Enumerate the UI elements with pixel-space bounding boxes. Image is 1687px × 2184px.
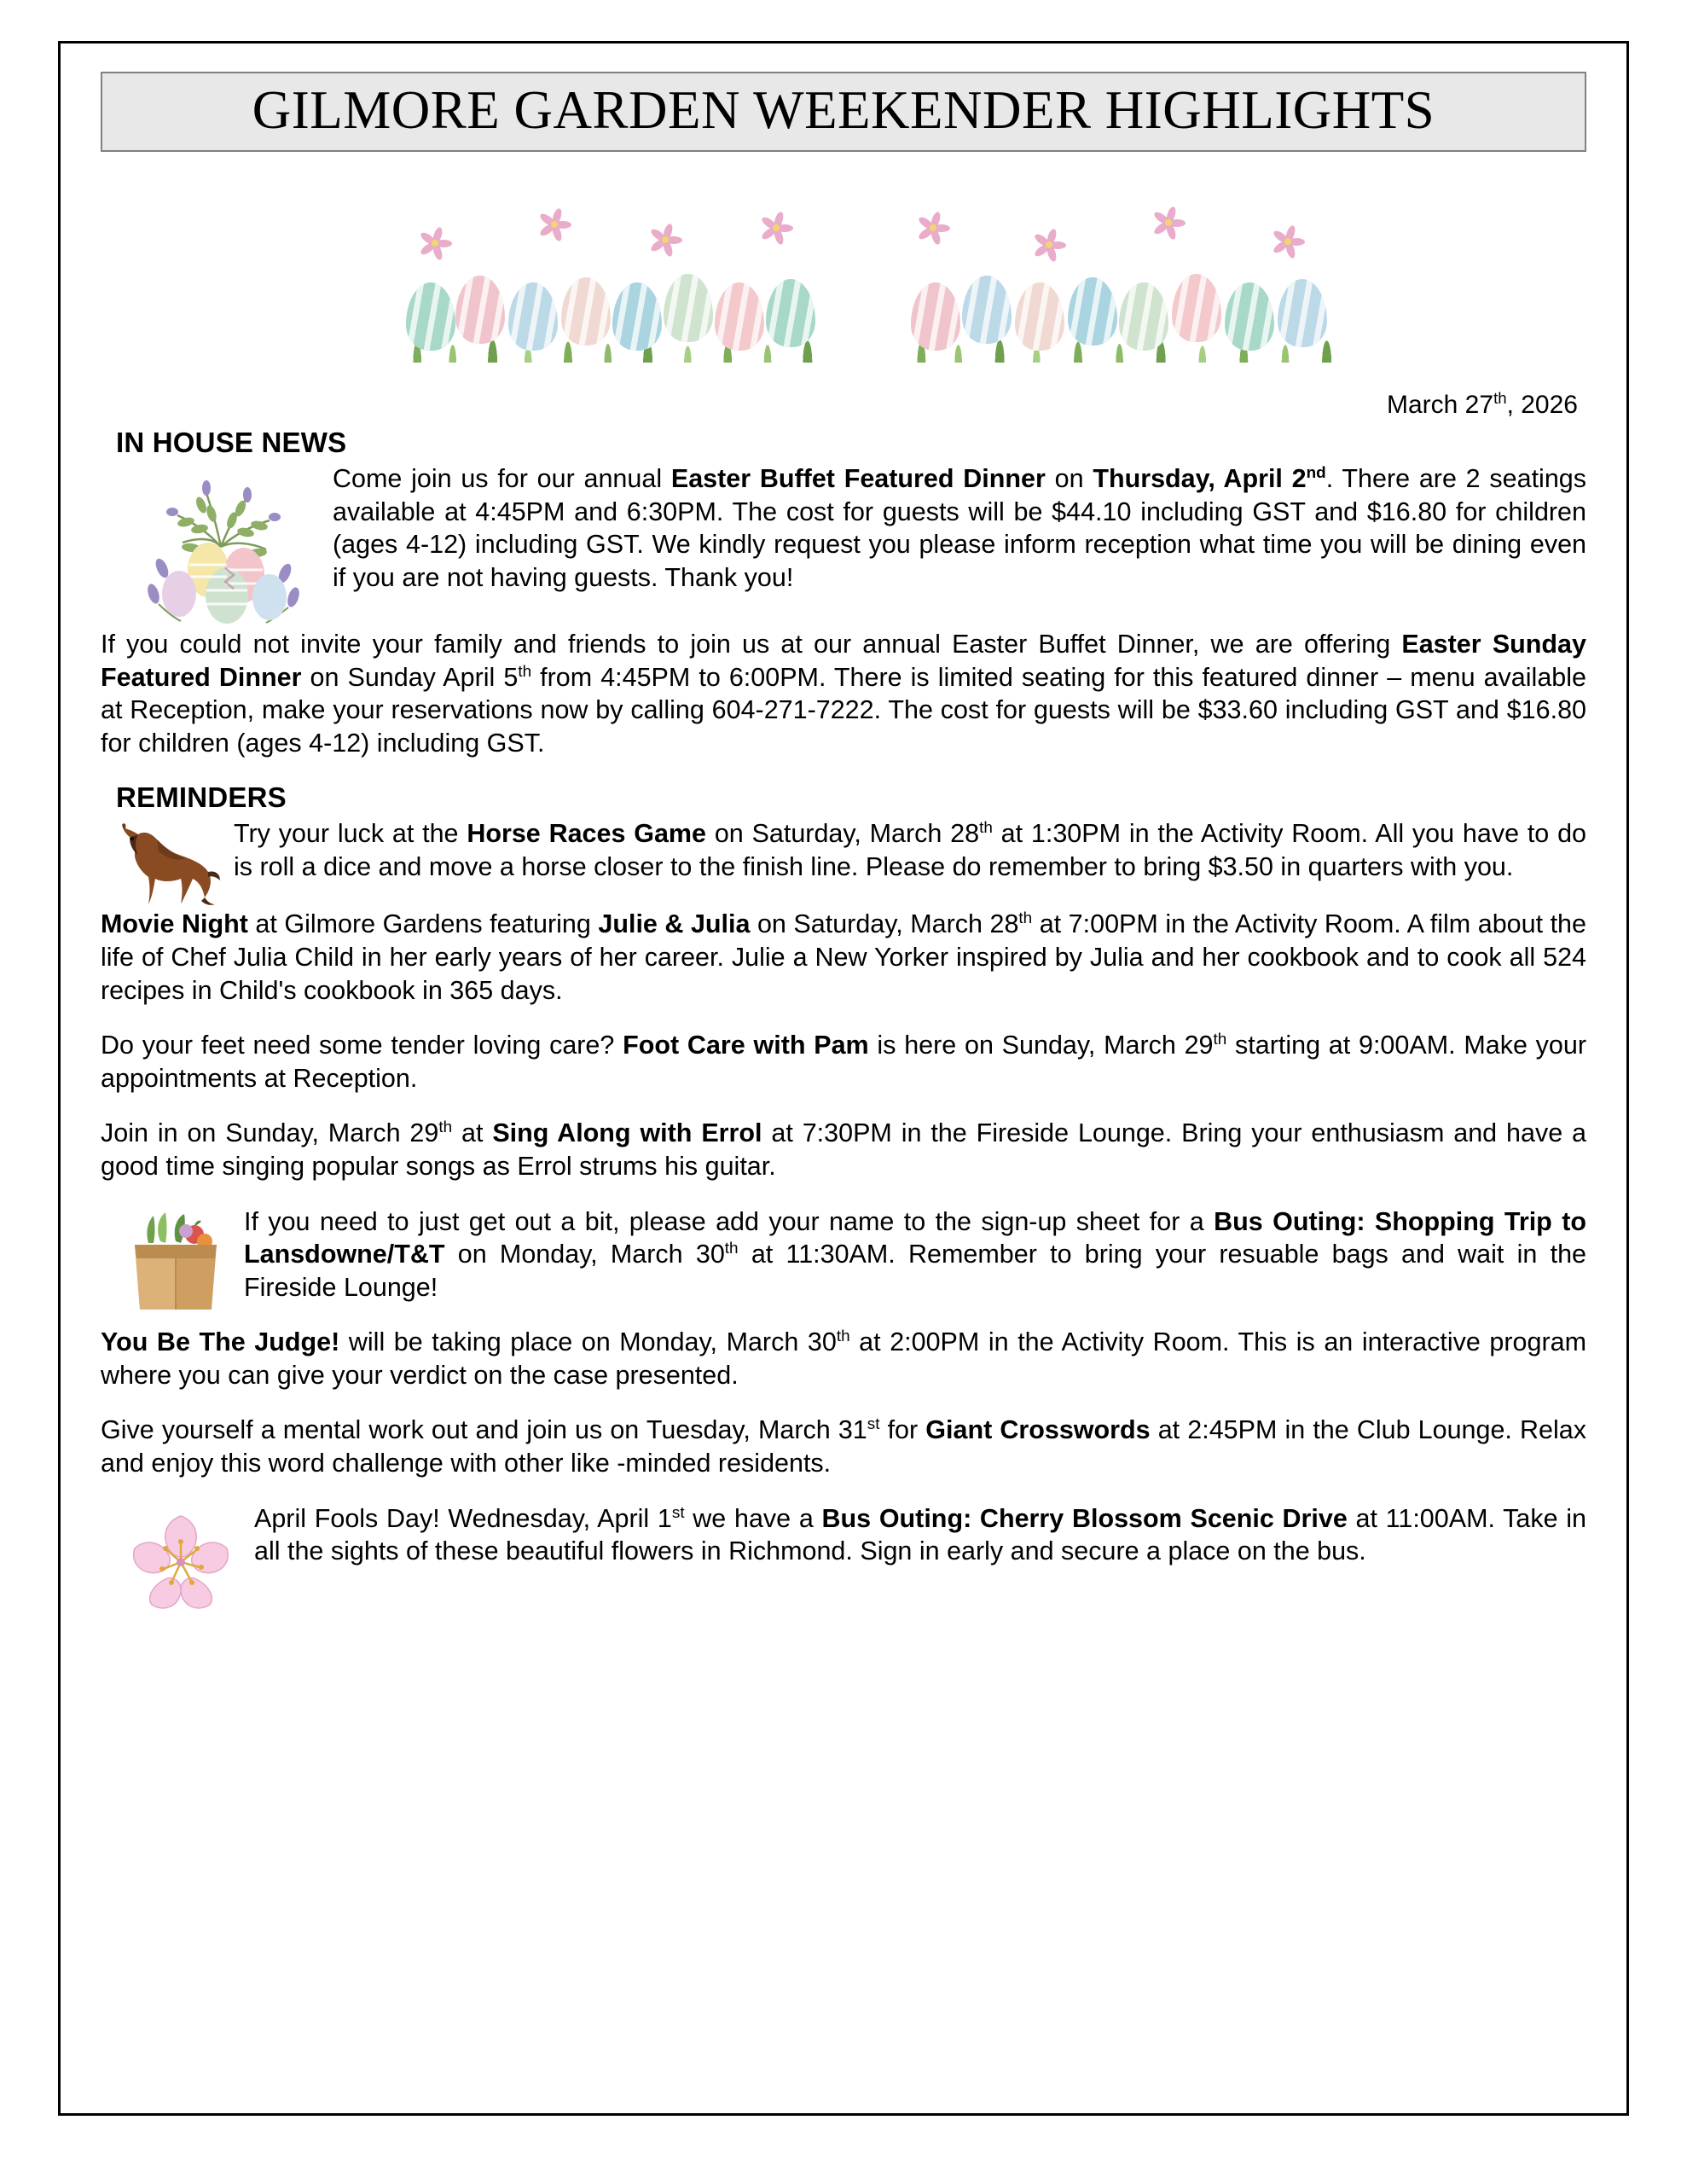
text-run: at 11:30AM. Remember to bring your resuable bags and wait in the Fireside Lounge!	[244, 1240, 1586, 1302]
heading-reminders: REMINDERS	[116, 781, 287, 814]
text-run: April Fools Day! Wednesday, April 1	[254, 1503, 672, 1533]
paragraph-you-be-the-judge	[101, 1326, 1586, 1391]
cherry-blossom-icon	[125, 1506, 237, 1618]
text-bold: Horse Races Game	[467, 819, 707, 849]
document-date	[101, 388, 1578, 421]
text-run: at 1:30PM in the Activity Room. All you have to do is roll a dice and move a horse closer to the finish line. Please do remember to bring $3.50 in quarters with you.	[234, 819, 1586, 882]
text-bold: Easter Sunday Featured Dinner	[101, 630, 1586, 692]
text-bold: Bus Outing: Shopping Trip to Lansdowne/T&T	[244, 1206, 1586, 1269]
text-sup: th	[1213, 1031, 1227, 1049]
text-run: Come join us for our annual	[333, 464, 671, 494]
easter-eggs-banner-icon	[101, 171, 1586, 363]
text-sup: th	[979, 819, 993, 838]
text-sup: st	[671, 1503, 685, 1522]
text-bold: You Be The Judge!	[101, 1327, 340, 1357]
text-run: on Sunday April 5	[301, 662, 519, 692]
text-run: at 7:30PM in the Fireside Lounge. Bring your enthusiasm and have a good time singing popular songs as Errol strums his guitar.	[101, 1118, 1587, 1181]
text-run: will be taking place on Monday, March 30	[339, 1327, 837, 1357]
text-run: for	[879, 1415, 926, 1445]
date-year: , 2026	[1506, 391, 1578, 420]
paragraph-easter-sunday	[101, 628, 1586, 759]
horse-races-block	[101, 817, 1586, 908]
easter-bouquet-icon	[123, 466, 319, 628]
page-title: GILMORE GARDEN WEEKENDER HIGHLIGHTS	[252, 80, 1435, 140]
text-run: at 2:00PM in the Activity Room. This is an interactive program where you can give your verdict on the case presented.	[101, 1327, 1586, 1390]
grocery-bag-icon	[126, 1209, 225, 1313]
text-run: Thursday, April 2	[1093, 464, 1307, 494]
text-sup: th	[1018, 909, 1033, 928]
text-sup: th	[438, 1118, 453, 1137]
text-run: starting at 9:00AM. Make your appointments at Reception.	[101, 1031, 1586, 1093]
heading-in-house-news: IN HOUSE NEWS	[116, 427, 347, 459]
paragraph-horse-races	[101, 817, 1586, 883]
text-sup: st	[867, 1415, 880, 1434]
text-sup: nd	[1306, 463, 1326, 482]
paragraph-sing-along	[101, 1117, 1586, 1182]
document-title-banner	[101, 72, 1586, 152]
text-run: If you could not invite your family and friends to join us at our annual Easter Buffet Dinner, we are offering	[101, 630, 1402, 659]
text-bold	[1093, 464, 1325, 493]
egg-cluster-right	[894, 200, 1354, 363]
text-run: we have a	[684, 1503, 822, 1533]
text-run: is here on Sunday, March 29	[868, 1031, 1214, 1060]
text-run: at Gilmore Gardens featuring	[247, 909, 599, 939]
text-run: If you need to just get out a bit, please add your name to the sign-up sheet for a	[244, 1206, 1215, 1236]
document-content	[101, 48, 1586, 1618]
bus-outing-shopping-block	[101, 1205, 1586, 1327]
text-bold: Foot Care with Pam	[623, 1031, 869, 1060]
paragraph-foot-care	[101, 1029, 1586, 1095]
text-run: Do your feet need some tender loving care?	[101, 1031, 623, 1060]
text-sup: th	[724, 1239, 739, 1258]
paragraph-bus-outing-shopping	[101, 1205, 1586, 1304]
text-run: from 4:45PM to 6:00PM. There is limited seating for this featured dinner – menu available at Reception, make your reservations now by calling 604-271-7222. The cost for guests will be $33.60 including GST and $16.80 for children (ages 4-12) including GST.	[101, 662, 1586, 758]
text-run: at 2:45PM in the Club Lounge. Relax and enjoy this word challenge with other like -minded residents.	[101, 1415, 1586, 1478]
text-run: at	[452, 1118, 493, 1148]
text-bold: Julie & Julia	[598, 909, 751, 939]
text-bold: Bus Outing: Cherry Blossom Scenic Drive	[821, 1503, 1348, 1533]
egg-cluster-left	[391, 200, 834, 363]
text-bold: Easter Buffet Featured Dinner	[670, 464, 1046, 494]
paragraph-giant-crosswords	[101, 1414, 1586, 1479]
text-run: Try your luck at the	[234, 819, 467, 849]
text-run: on Saturday, March 28	[750, 909, 1019, 939]
text-sup: th	[836, 1327, 850, 1346]
text-run: on Saturday, March 28	[706, 819, 980, 849]
date-suffix: th	[1493, 389, 1507, 408]
text-run: Give yourself a mental work out and join us on Tuesday, March 31	[101, 1415, 867, 1445]
paragraph-movie-night	[101, 908, 1586, 1007]
date-text: March 27	[1387, 391, 1494, 420]
text-run: on Monday, March 30	[444, 1240, 725, 1269]
text-run: at 11:00AM. Take in all the sights of these beautiful flowers in Richmond. Sign in early and secure a place on the bus.	[254, 1503, 1586, 1566]
text-bold: Movie Night	[101, 909, 248, 939]
text-bold: Giant Crosswords	[925, 1415, 1151, 1445]
text-bold: Sing Along with Errol	[492, 1118, 762, 1148]
horse-icon	[109, 822, 222, 908]
text-sup: th	[518, 662, 532, 681]
text-run: . There are 2 seatings available at 4:45PM and 6:30PM. The cost for guests will be $44.10 including GST and $16.80 for children (ages 4-12) including GST. We kindly request you please inform reception what time you will be dining even if you are not having guests. Thank you!	[333, 464, 1587, 592]
paragraph-easter-buffet	[101, 462, 1586, 594]
paragraph-cherry-blossom	[101, 1502, 1586, 1568]
cherry-blossom-block	[101, 1502, 1586, 1618]
text-run: Join in on Sunday, March 29	[101, 1118, 439, 1148]
easter-buffet-block	[101, 462, 1586, 628]
text-run: at 7:00PM in the Activity Room. A film about the life of Chef Julia Child in her early years of her career. Julie a New Yorker inspired by Julia and her cookbook and to cook all 524 recipes in Child's cookbook in 365 days.	[101, 909, 1586, 1005]
text-run: on	[1045, 464, 1093, 494]
